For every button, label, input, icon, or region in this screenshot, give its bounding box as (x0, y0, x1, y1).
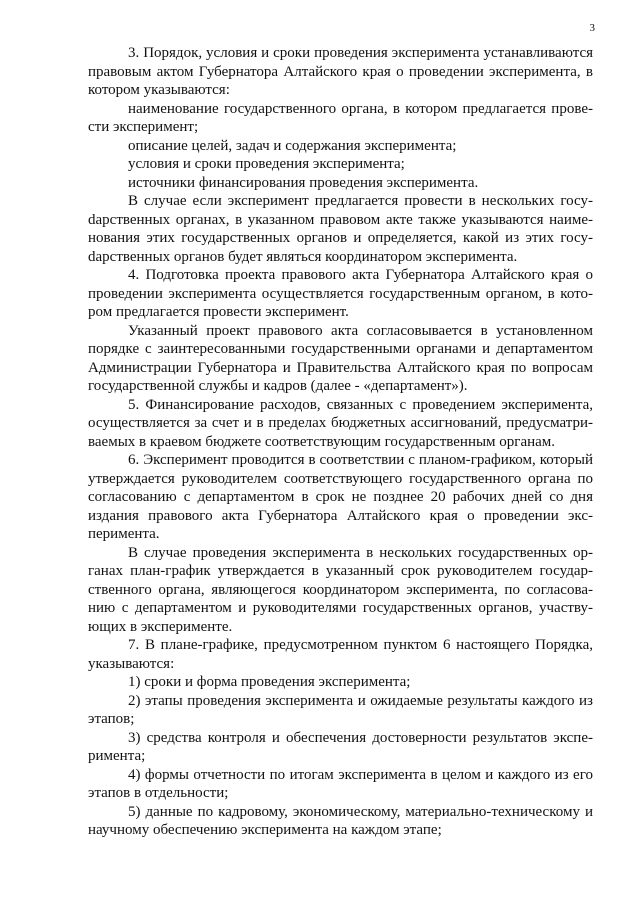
paragraph-4: 4. Подготовка проекта правового акта Губернатора Алтайского края о проведении эксперимента осуществляется государственным органом, в котором предлагается провести эксперимент. (88, 267, 593, 320)
paragraph-approval: Указанный проект правового акта согласовывается в установленном порядке с заинтересованными государственными органами и департаментом Администрации Губернатора и Правительства Алтайского края по вопросам государственной службы и кадров (далее - «департамент»). (88, 322, 593, 394)
paragraph-several-bodies: В случае если эксперимент предлагается провести в нескольких госуdарственных органах, в указанном правовом акте также указываются наименования этих государственных органов и определяется, какой из этих госуdарственных органов будет являться координатором эксперимента. (88, 193, 593, 265)
paragraph-3: 3. Порядок, условия и сроки проведения эксперимента устанавливаются правовым актом Губернатора Алтайского края о проведении эксперимента, в котором указываются: (88, 45, 593, 98)
paragraph-6: 6. Эксперимент проводится в соответствии с планом-графиком, который утверждается руководителем соответствующего государственного органа по согласованию с департаментом в срок не позднее 20 рабочих дней со дня издания правового акта Губернатора Алтайского края о проведении эксперимента. (88, 452, 593, 542)
list-item-goals: описание целей, задач и содержания эксперимента; (128, 137, 457, 154)
list-item-5: 5) данные по кадровому, экономическому, материально-техническому и научному обеспечению эксперимента на каждом этапе; (88, 803, 593, 838)
paragraph-7: 7. В плане-графике, предусмотренном пунктом 6 настоящего Порядка, указываются: (88, 637, 593, 672)
document-body (88, 44, 593, 840)
paragraph-schedule-coordinator: В случае проведения эксперимента в нескольких государственных органах план-график утверждается в указанный срок руководителем государственного органа, являющегося координатором эксперимента, по согласованию с департаментом и руководителями государственных органов, участвующих в эксперименте. (88, 544, 593, 635)
paragraph-5: 5. Финансирование расходов, связанных с проведением эксперимента, осуществляется за счет и в пределах бюджетных ассигнований, предусматриваемых в краевом бюджете соответствующим государственным органам. (88, 396, 593, 450)
list-item-funding-sources: источники финансирования проведения эксперимента. (128, 174, 479, 191)
list-item-4: 4) формы отчетности по итогам эксперимента в целом и каждого из его этапов в отдельности; (88, 766, 593, 801)
list-item-3: 3) средства контроля и обеспечения достоверности результатов эксперимента; (88, 729, 593, 764)
page-number: 3 (589, 22, 595, 34)
list-item-2: 2) этапы проведения эксперимента и ожидаемые результаты каждого из этапов; (88, 692, 593, 727)
list-item-state-body-name: наименование государственного органа, в котором предлагается провести эксперимент; (88, 100, 593, 135)
list-item-conditions: условия и сроки проведения эксперимента; (128, 156, 405, 172)
list-item-1: 1) сроки и форма проведения эксперимента; (128, 674, 411, 690)
